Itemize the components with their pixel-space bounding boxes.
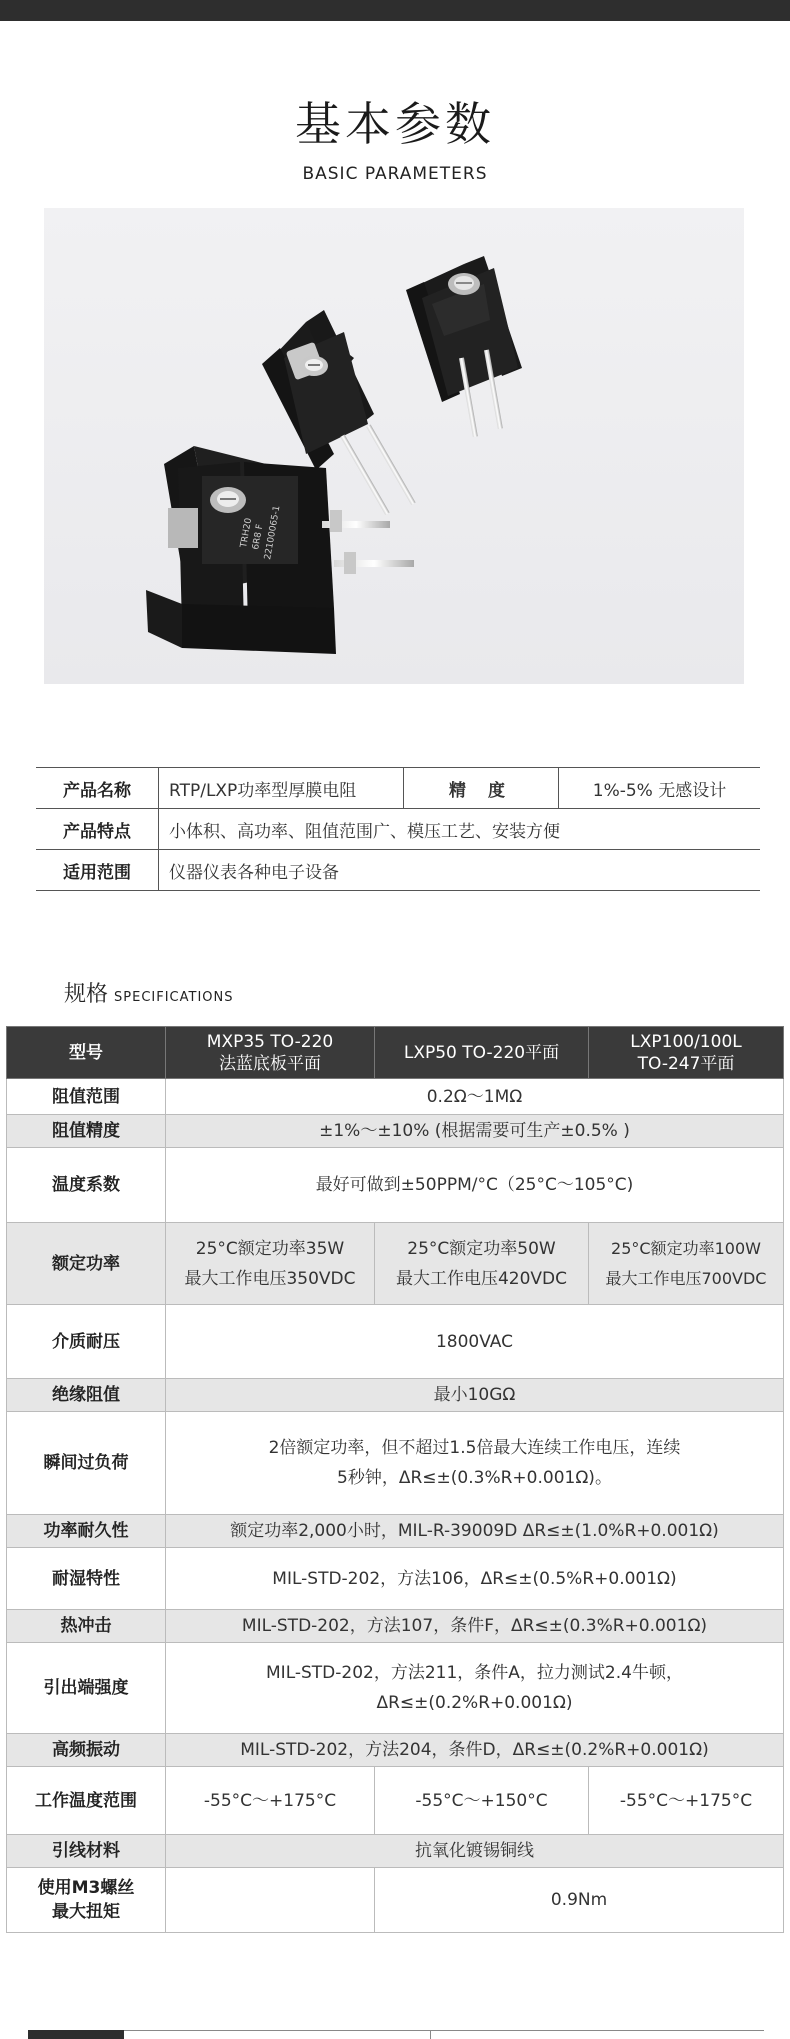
- vibration-label: 高频振动: [7, 1734, 166, 1767]
- row-overload: [7, 1412, 784, 1515]
- operating-temp-lxp100: -55°C～+175°C: [589, 1767, 784, 1835]
- humidity-value: MIL-STD-202，方法106，ΔR≤±(0.5%R+0.001Ω): [166, 1548, 784, 1610]
- row-thermal-shock: [7, 1610, 784, 1643]
- svg-text:TRH20: TRH20: [239, 517, 255, 549]
- vibration-value: MIL-STD-202，方法204，条件D，ΔR≤±(0.2%R+0.001Ω): [166, 1734, 784, 1767]
- col-lxp50: LXP50 TO-220平面: [375, 1027, 589, 1079]
- range-label: 阻值范围: [7, 1079, 166, 1115]
- spec-heading: [64, 977, 234, 1008]
- page-subtitle: BASIC PARAMETERS: [302, 164, 488, 184]
- spec-title-en: SPECIFICATIONS: [114, 990, 234, 1005]
- row-torque: [7, 1868, 784, 1933]
- precision-label: 精 度: [404, 768, 559, 809]
- power-mxp35: 25°C额定功率35W 最大工作电压350VDC: [166, 1223, 375, 1305]
- torque-empty: [166, 1868, 375, 1933]
- accuracy-label: 阻值精度: [7, 1115, 166, 1148]
- dielectric-label: 介质耐压: [7, 1305, 166, 1379]
- row-durability: [7, 1515, 784, 1548]
- thermal-shock-label: 热冲击: [7, 1610, 166, 1643]
- torque-value: 0.9Nm: [375, 1868, 784, 1933]
- row-tempcoef: [7, 1148, 784, 1223]
- durability-label: 功率耐久性: [7, 1515, 166, 1548]
- precision-value: 1%-5% 无感设计: [559, 768, 761, 809]
- bottom-divider: [28, 2030, 764, 2039]
- feature-value: 小体积、高功率、阻值范围广、模压工艺、安装方便: [159, 809, 761, 850]
- row-operating-temp: [7, 1767, 784, 1835]
- svg-text:6R8 F: 6R8 F: [251, 523, 266, 551]
- row-lead-material: [7, 1835, 784, 1868]
- top-bar: [0, 0, 790, 21]
- page-title: 基本参数: [295, 97, 495, 151]
- spec-title: 规格: [64, 982, 109, 1007]
- accuracy-value: ±1%～±10% (根据需要可生产±0.5% ): [166, 1115, 784, 1148]
- spec-table: [6, 1026, 784, 1933]
- range-value: 0.2Ω～1MΩ: [166, 1079, 784, 1115]
- row-dielectric: [7, 1305, 784, 1379]
- power-lxp100: 25°C额定功率100W 最大工作电压700VDC: [589, 1223, 784, 1305]
- operating-temp-mxp35: -55°C～+175°C: [166, 1767, 375, 1835]
- lead-material-label: 引线材料: [7, 1835, 166, 1868]
- row-accuracy: [7, 1115, 784, 1148]
- info-row-name: [36, 768, 760, 809]
- name-label: 产品名称: [36, 768, 159, 809]
- durability-value: 额定功率2,000小时，MIL-R-39009D ΔR≤±(1.0%R+0.001Ω): [166, 1515, 784, 1548]
- info-row-scope: [36, 850, 760, 891]
- torque-label: 使用M3螺丝 最大扭矩: [7, 1868, 166, 1933]
- lead-strength-label: 引出端强度: [7, 1643, 166, 1734]
- resistor-front: [146, 446, 414, 654]
- resistor-illustration: [44, 208, 744, 684]
- row-vibration: [7, 1734, 784, 1767]
- row-power: [7, 1223, 784, 1305]
- row-lead-strength: [7, 1643, 784, 1734]
- col-lxp100: LXP100/100L TO-247平面: [589, 1027, 784, 1079]
- spec-header-row: [7, 1027, 784, 1079]
- scope-value: 仪器仪表各种电子设备: [159, 850, 761, 891]
- dielectric-value: 1800VAC: [166, 1305, 784, 1379]
- overload-label: 瞬间过负荷: [7, 1412, 166, 1515]
- scope-label: 适用范围: [36, 850, 159, 891]
- lead-material-value: 抗氧化镀锡铜线: [166, 1835, 784, 1868]
- basic-info-table: [36, 767, 760, 891]
- info-row-feature: [36, 809, 760, 850]
- thermal-shock-value: MIL-STD-202，方法107，条件F，ΔR≤±(0.3%R+0.001Ω): [166, 1610, 784, 1643]
- resistor-back: [406, 256, 522, 437]
- row-range: [7, 1079, 784, 1115]
- name-value: RTP/LXP功率型厚膜电阻: [159, 768, 404, 809]
- operating-temp-label: 工作温度范围: [7, 1767, 166, 1835]
- svg-text:22100065-1: 22100065-1: [263, 504, 283, 561]
- power-lxp50: 25°C额定功率50W 最大工作电压420VDC: [375, 1223, 589, 1305]
- col-model: 型号: [7, 1027, 166, 1079]
- operating-temp-lxp50: -55°C～+150°C: [375, 1767, 589, 1835]
- tempcoef-value: 最好可做到±50PPM/°C（25°C～105°C): [166, 1148, 784, 1223]
- tempcoef-label: 温度系数: [7, 1148, 166, 1223]
- insulation-label: 绝缘阻值: [7, 1379, 166, 1412]
- row-humidity: [7, 1548, 784, 1610]
- humidity-label: 耐湿特性: [7, 1548, 166, 1610]
- product-photo: [44, 208, 744, 684]
- insulation-value: 最小10GΩ: [166, 1379, 784, 1412]
- col-mxp35: MXP35 TO-220 法蓝底板平面: [166, 1027, 375, 1079]
- overload-value: 2倍额定功率，但不超过1.5倍最大连续工作电压，连续 5秒钟，ΔR≤±(0.3%R+0.001Ω)。: [166, 1412, 784, 1515]
- lead-strength-value: MIL-STD-202，方法211，条件A，拉力测试2.4牛顿， ΔR≤±(0.2%R+0.001Ω): [166, 1643, 784, 1734]
- power-label: 额定功率: [7, 1223, 166, 1305]
- row-insulation: [7, 1379, 784, 1412]
- feature-label: 产品特点: [36, 809, 159, 850]
